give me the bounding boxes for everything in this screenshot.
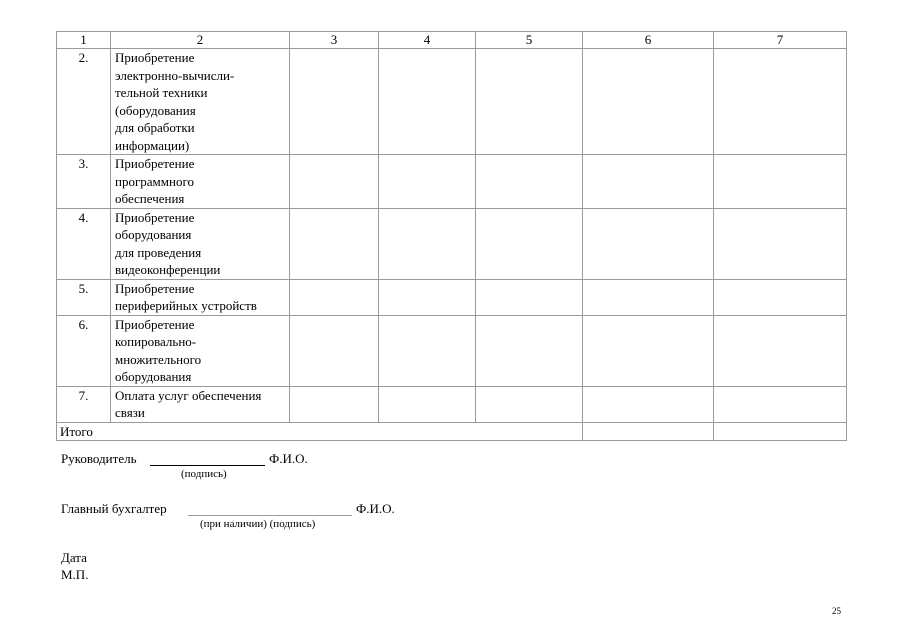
item-name-line: электронно-вычисли-	[115, 67, 235, 83]
item-name-line: программного	[115, 173, 194, 189]
row-item-name	[111, 208, 290, 279]
table-cell	[714, 208, 847, 279]
head-fio: Ф.И.О.	[269, 451, 308, 466]
table-row	[57, 49, 847, 155]
table-row	[57, 386, 847, 422]
item-name-line: тельной техники	[115, 85, 208, 100]
head-signature-label: Руководитель	[61, 451, 137, 466]
table-cell	[583, 208, 714, 279]
table-cell	[379, 279, 476, 315]
table-cell	[583, 279, 714, 315]
head-signature-caption: (подпись)	[181, 468, 227, 480]
item-name-line: оборудования	[115, 369, 192, 384]
item-name-line: Приобретение	[115, 156, 195, 171]
total-label: Итого	[57, 422, 583, 441]
item-name-line: Оплата услуг обеспечения	[115, 387, 262, 403]
accountant-signature-line	[188, 515, 352, 516]
total-row	[57, 422, 847, 441]
table-cell	[476, 49, 583, 155]
table-row	[57, 279, 847, 315]
table-cell	[379, 155, 476, 209]
item-name-line: Приобретение	[115, 209, 195, 225]
table-cell	[379, 49, 476, 155]
row-number: 3.	[57, 155, 111, 209]
accountant-signature-caption: (при наличии) (подпись)	[200, 518, 316, 530]
column-header: 1	[57, 32, 111, 49]
item-name-line: Приобретение	[115, 280, 195, 296]
item-name-line: обеспечения	[115, 191, 185, 206]
table-cell	[583, 315, 714, 386]
row-item-name	[111, 386, 290, 422]
item-name-line: Приобретение	[115, 50, 195, 65]
accountant-signature-label: Главный бухгалтер	[61, 501, 167, 516]
table-cell	[583, 49, 714, 155]
table-cell	[476, 208, 583, 279]
row-number: 5.	[57, 279, 111, 315]
item-name-line: копировально-	[115, 334, 197, 349]
date-label: Дата	[61, 550, 87, 565]
table-cell	[476, 279, 583, 315]
table-cell	[476, 386, 583, 422]
table-cell	[290, 155, 379, 209]
table-cell	[476, 315, 583, 386]
column-header: 3	[290, 32, 379, 49]
row-item-name	[111, 279, 290, 315]
item-name-line: видеоконференции	[115, 262, 221, 277]
table-cell	[290, 49, 379, 155]
item-name-line: множительного	[115, 351, 202, 367]
item-name-line: для проведения	[115, 244, 202, 260]
head-signature-line	[150, 465, 265, 466]
column-header: 5	[476, 32, 583, 49]
item-name-line: Приобретение	[115, 316, 195, 332]
item-name-line: информации)	[115, 137, 190, 153]
row-item-name	[111, 315, 290, 386]
row-number: 4.	[57, 208, 111, 279]
header-row	[57, 32, 847, 49]
item-name-line: связи	[115, 405, 145, 420]
column-header: 4	[379, 32, 476, 49]
table-cell	[290, 208, 379, 279]
table-cell	[290, 386, 379, 422]
cost-table	[56, 31, 847, 441]
item-name-line: (оборудования	[115, 102, 196, 118]
stamp-label: М.П.	[61, 567, 89, 582]
accountant-fio: Ф.И.О.	[356, 501, 395, 516]
item-name-line: оборудования	[115, 227, 192, 242]
table-cell	[379, 208, 476, 279]
item-name-line: для обработки	[115, 120, 195, 135]
table-cell	[583, 422, 714, 441]
row-number: 7.	[57, 386, 111, 422]
table-cell	[583, 155, 714, 209]
table-cell	[714, 422, 847, 441]
column-header: 2	[111, 32, 290, 49]
table-cell	[714, 49, 847, 155]
row-number: 6.	[57, 315, 111, 386]
table-cell	[379, 386, 476, 422]
table-cell	[714, 279, 847, 315]
table-cell	[379, 315, 476, 386]
table-cell	[290, 315, 379, 386]
table-cell	[476, 155, 583, 209]
column-header: 7	[714, 32, 847, 49]
table-row	[57, 315, 847, 386]
table-cell	[714, 386, 847, 422]
table-row	[57, 155, 847, 209]
page-number: 25	[832, 606, 841, 616]
table-cell	[714, 315, 847, 386]
table-body	[57, 49, 847, 423]
table-cell	[714, 155, 847, 209]
table-cell	[583, 386, 714, 422]
row-item-name	[111, 49, 290, 155]
row-item-name	[111, 155, 290, 209]
row-number: 2.	[57, 49, 111, 155]
item-name-line: периферийных устройств	[115, 298, 257, 313]
table-cell	[290, 279, 379, 315]
table-row	[57, 208, 847, 279]
column-header: 6	[583, 32, 714, 49]
